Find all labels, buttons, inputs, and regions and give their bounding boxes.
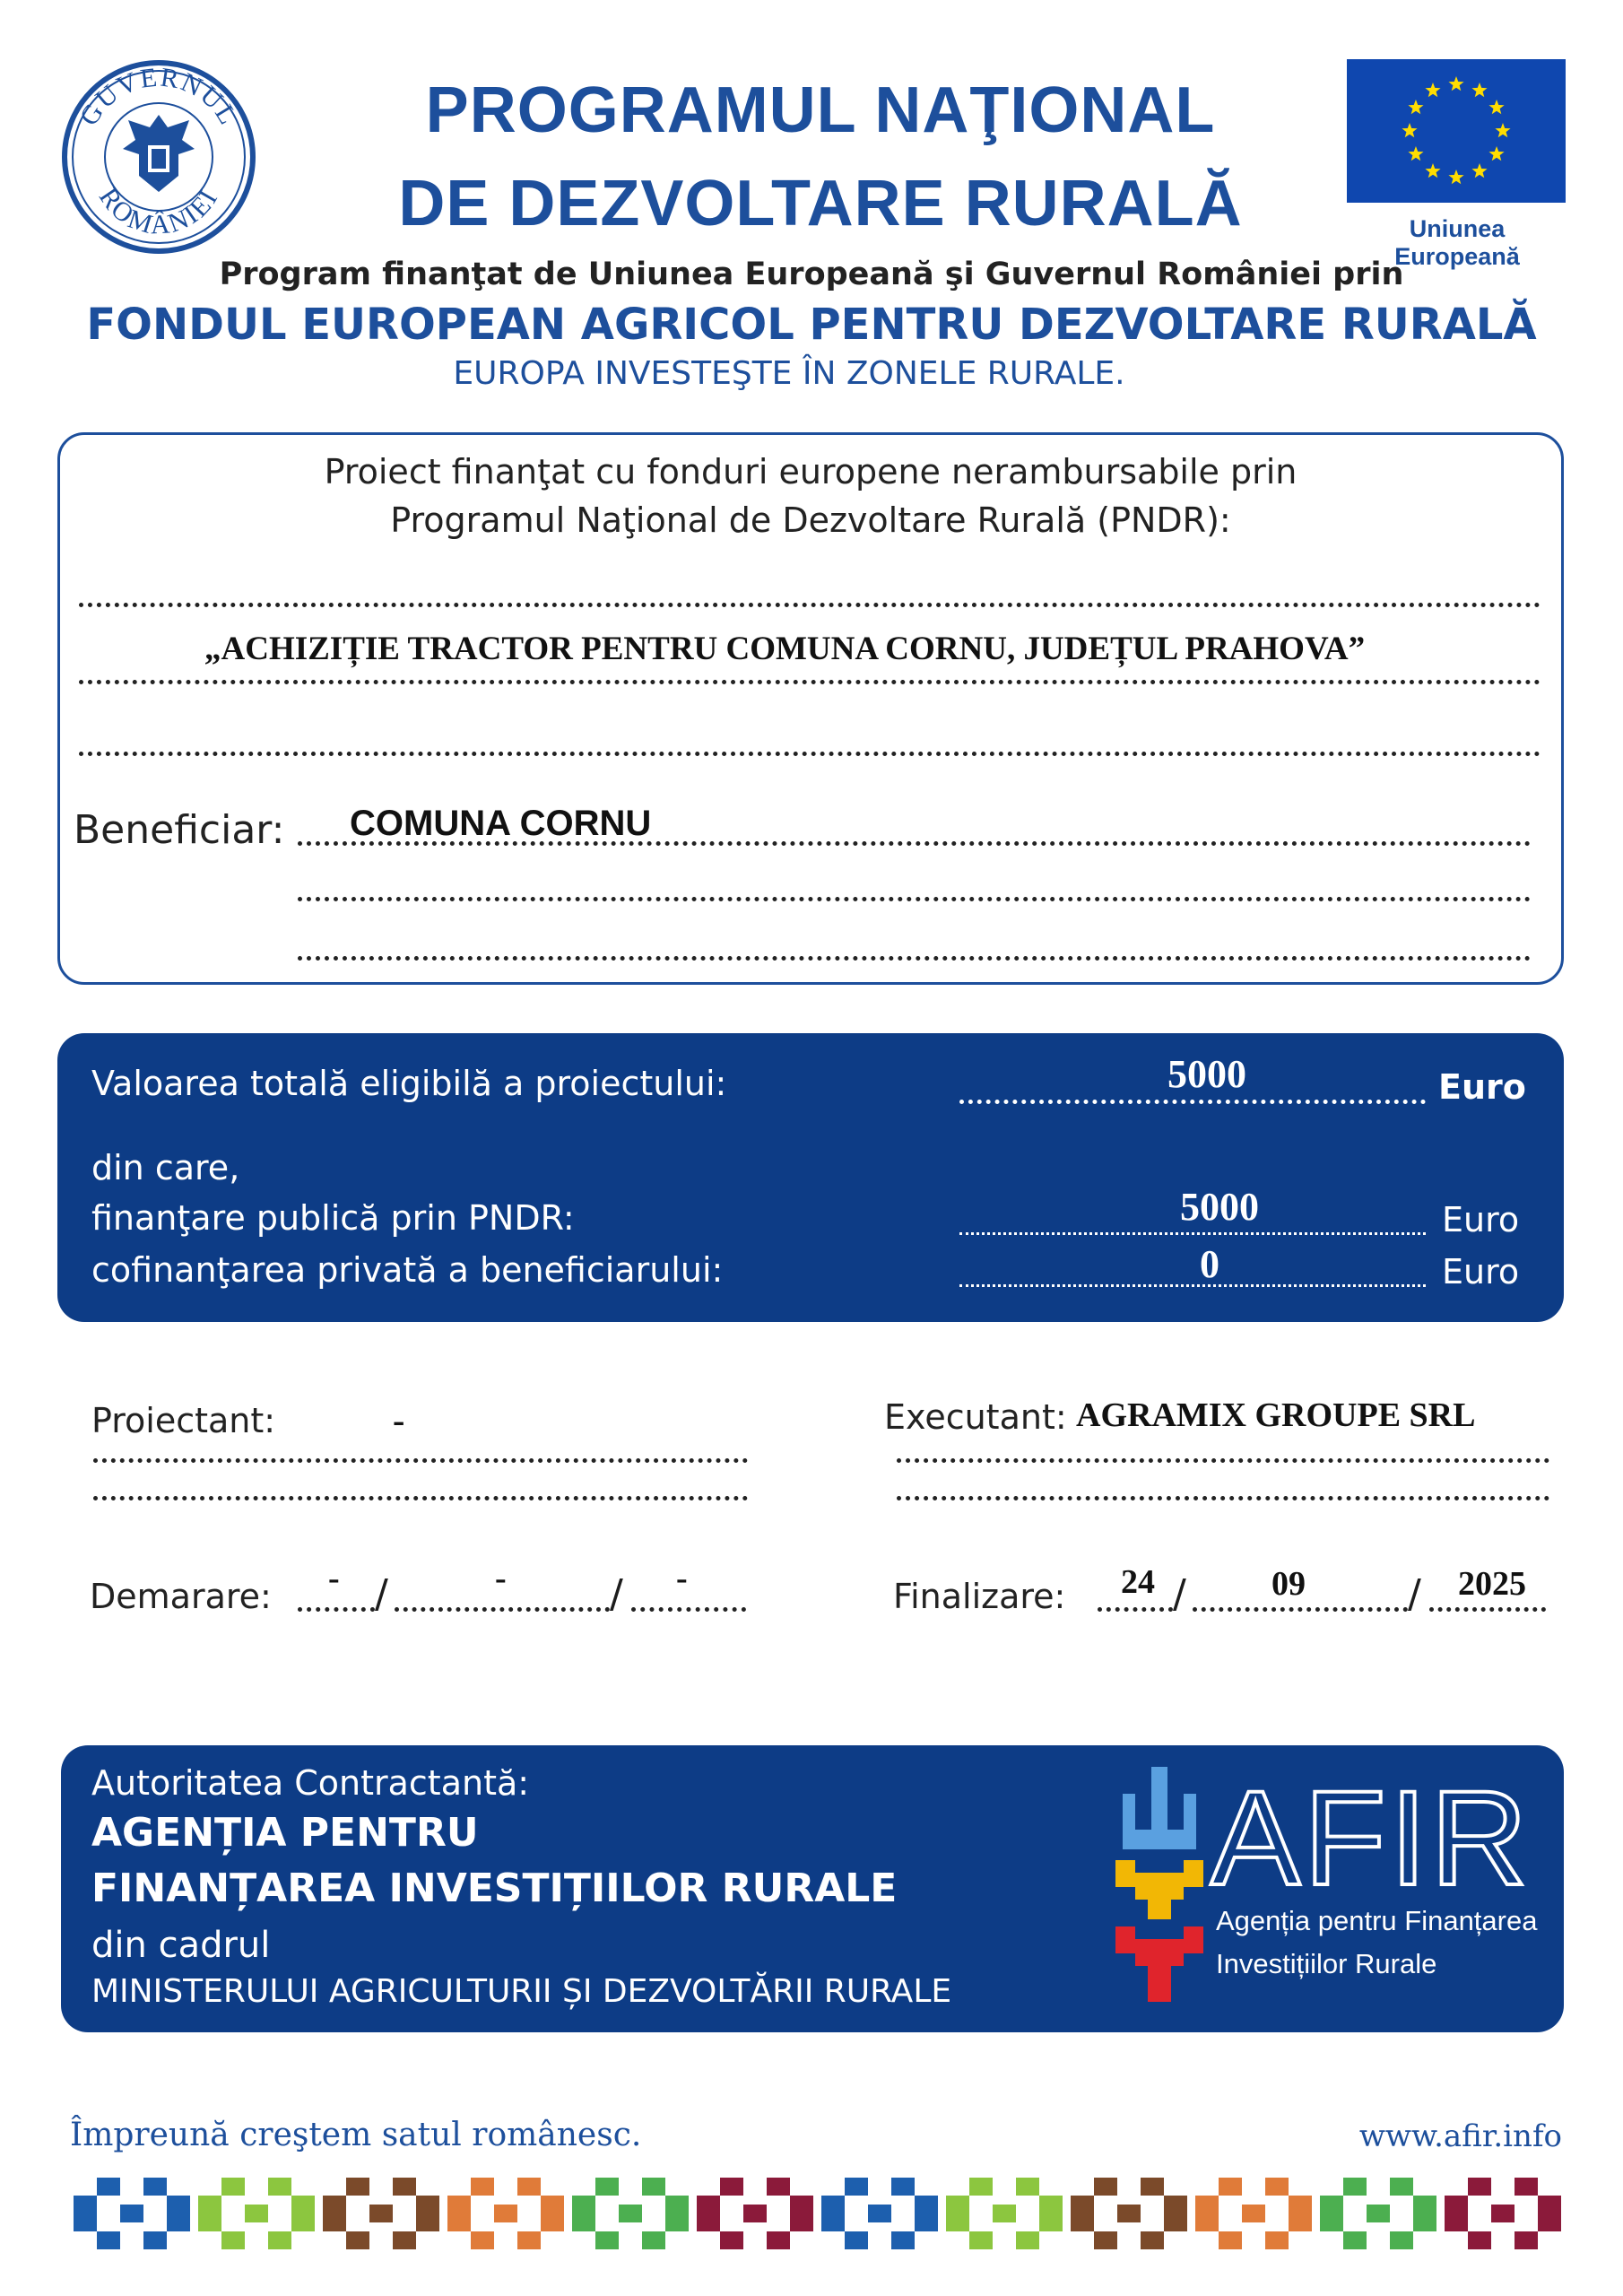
finalizare-slash-1: / <box>1173 1571 1186 1617</box>
afir-logo-text: AFIR <box>1211 1762 1532 1913</box>
fund-name: FONDUL EUROPEAN AGRICOL PENTRU DEZVOLTARE RURALĂ <box>86 300 1537 350</box>
pattern-motif <box>198 2178 315 2249</box>
afir-emblem-icon <box>1115 1767 1205 2005</box>
eu-star-icon <box>1425 163 1440 178</box>
finalizare-month: 09 <box>1271 1565 1306 1603</box>
finalizare-year: 2025 <box>1458 1565 1526 1603</box>
pattern-motif <box>821 2178 938 2249</box>
pattern-motif <box>572 2178 689 2249</box>
beneficiary-label: Beneficiar: <box>74 807 285 853</box>
dotted-line <box>631 1607 746 1612</box>
dotted-line <box>1193 1607 1408 1612</box>
dotted-line <box>298 956 1531 961</box>
private-funding-value: 0 <box>1200 1242 1219 1286</box>
eu-stars-icon <box>1347 59 1566 203</box>
eu-star-icon <box>1425 83 1440 97</box>
funding-subtitle: Program finanţat de Uniunea Europeană şi Guvernul României prin <box>219 257 1404 292</box>
din-cadrul-label: din cadrul <box>91 1925 271 1966</box>
finalizare-day: 24 <box>1121 1563 1155 1601</box>
project-intro-line1: Proiect finanţat cu fonduri europene nerambursabile prin <box>324 452 1298 491</box>
demarare-month: - <box>495 1560 507 1597</box>
pattern-motif <box>1320 2178 1436 2249</box>
project-intro-line2: Programul Naţional de Dezvoltare Rurală (PNDR): <box>390 500 1231 540</box>
eu-star-icon <box>1471 163 1487 178</box>
dotted-line <box>897 1458 1549 1463</box>
dotted-line <box>298 1607 375 1612</box>
dotted-line <box>1098 1607 1173 1612</box>
dotted-line <box>1429 1607 1546 1612</box>
authority-label: Autoritatea Contractantă: <box>91 1763 530 1803</box>
decorative-pattern <box>70 2169 1567 2258</box>
dotted-line <box>298 897 1531 901</box>
pattern-motif <box>697 2178 813 2249</box>
footer-motto: Împreună creştem satul românesc. <box>70 2117 642 2153</box>
finalizare-label: Finalizare: <box>893 1577 1066 1616</box>
dotted-line <box>959 1284 1426 1287</box>
private-funding-unit: Euro <box>1442 1252 1520 1292</box>
eu-star-icon <box>1495 123 1510 137</box>
dotted-line <box>79 603 1541 607</box>
slogan: EUROPA INVESTEŞTE ÎN ZONELE RURALE. <box>453 355 1125 392</box>
folk-pattern-icon <box>70 2169 1567 2258</box>
executant-value: AGRAMIX GROUPE SRL <box>1076 1396 1476 1434</box>
pattern-motif <box>1195 2178 1312 2249</box>
eu-star-icon <box>1488 146 1504 161</box>
public-funding-label: finanţare publică prin PNDR: <box>91 1198 575 1238</box>
pattern-motif <box>1071 2178 1187 2249</box>
page-title-line2: DE DEZVOLTARE RURALĂ <box>398 168 1243 239</box>
finalizare-slash-2: / <box>1408 1571 1421 1617</box>
demarare-year: - <box>676 1560 688 1597</box>
total-value: 5000 <box>1167 1052 1246 1096</box>
dotted-line <box>395 1607 610 1612</box>
eu-star-icon <box>1402 123 1417 137</box>
authority-name-line2: FINANȚAREA INVESTIȚIILOR RURALE <box>91 1866 898 1911</box>
dotted-line <box>959 1100 1426 1104</box>
demarare-day: - <box>328 1560 340 1597</box>
eu-star-icon <box>1471 83 1487 97</box>
eu-label: Uniunea Europeană <box>1394 215 1520 270</box>
din-care-label: din care, <box>91 1148 240 1187</box>
demarare-slash-1: / <box>375 1571 388 1617</box>
dotted-line <box>93 1458 748 1463</box>
dotted-line <box>79 680 1541 684</box>
eu-star-icon <box>1408 146 1423 161</box>
afir-logo <box>1115 1767 1205 2005</box>
executant-label: Executant: <box>884 1397 1067 1437</box>
pattern-motif <box>447 2178 564 2249</box>
project-title: „ACHIZIȚIE TRACTOR PENTRU COMUNA CORNU, JUDEȚUL PRAHOVA” <box>204 631 1366 667</box>
demarare-slash-2: / <box>610 1571 623 1617</box>
afir-logo-subtitle-2: Investițiilor Rurale <box>1216 1948 1437 1979</box>
page-title-line1: PROGRAMUL NAŢIONAL <box>425 74 1216 146</box>
private-funding-label: cofinanţarea privată a beneficiarului: <box>91 1250 724 1290</box>
dotted-line <box>93 1496 748 1500</box>
eu-star-icon <box>1448 170 1463 184</box>
footer-website[interactable]: www.afir.info <box>1358 2118 1562 2154</box>
eu-flag <box>1347 59 1566 203</box>
seal-text-top: GUVERNUL <box>74 62 244 131</box>
eu-star-icon <box>1488 100 1504 114</box>
pattern-motif <box>74 2178 190 2249</box>
beneficiary-value: COMUNA CORNU <box>350 804 652 843</box>
eu-star-icon <box>1408 100 1423 114</box>
total-value-unit: Euro <box>1438 1067 1526 1107</box>
dotted-line <box>959 1232 1426 1235</box>
pattern-motif <box>1445 2178 1561 2249</box>
gov-seal-icon <box>61 59 256 255</box>
ministry-name: MINISTERULUI AGRICULTURII ȘI DEZVOLTĂRII RURALE <box>91 1973 952 2010</box>
proiectant-label: Proiectant: <box>91 1401 276 1440</box>
demarare-label: Demarare: <box>90 1577 272 1616</box>
pattern-motif <box>323 2178 439 2249</box>
gov-seal <box>61 59 256 255</box>
total-value-label: Valoarea totală eligibilă a proiectului: <box>91 1064 727 1103</box>
dotted-line <box>79 752 1541 756</box>
proiectant-value: - <box>393 1400 405 1440</box>
dotted-line <box>897 1496 1549 1500</box>
afir-logo-subtitle-1: Agenția pentru Finanțarea <box>1216 1905 1538 1936</box>
public-funding-unit: Euro <box>1442 1200 1520 1239</box>
pattern-motif <box>946 2178 1063 2249</box>
public-funding-value: 5000 <box>1180 1185 1259 1229</box>
seal-text-bottom: ROMÂNIEI <box>92 182 225 240</box>
eu-star-icon <box>1448 76 1463 91</box>
authority-name-line1: AGENȚIA PENTRU <box>91 1810 479 1856</box>
